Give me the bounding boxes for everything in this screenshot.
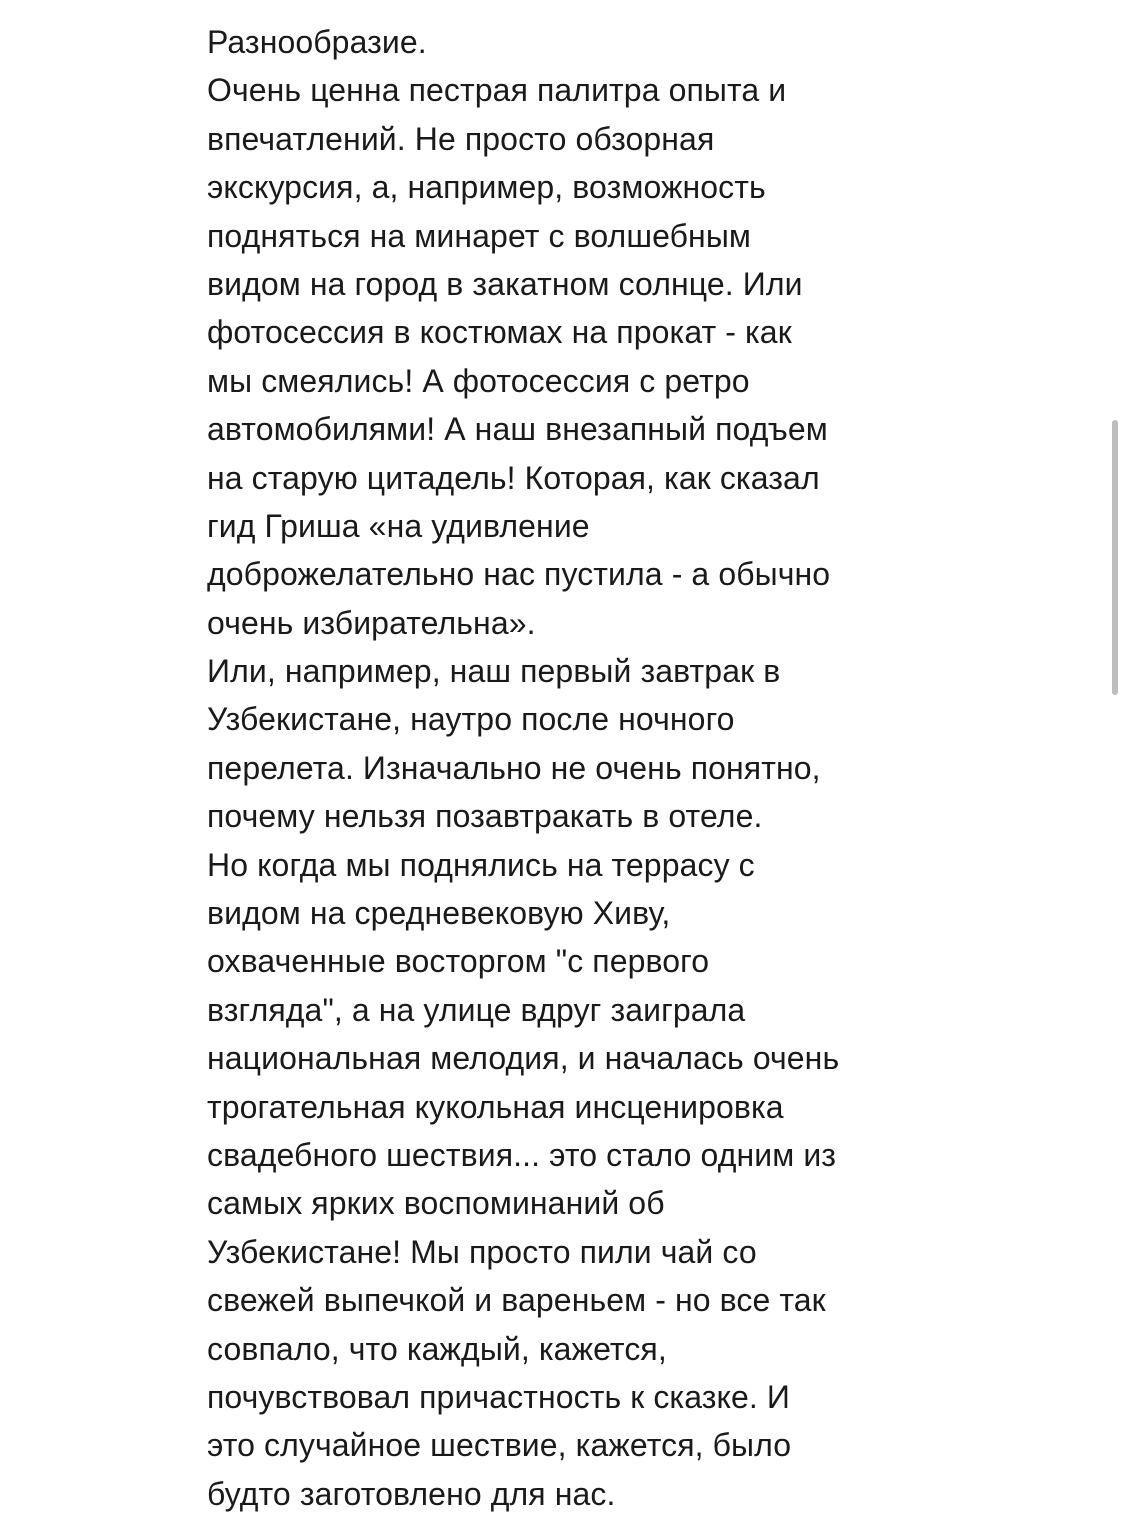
note-line: свежей выпечкой и вареньем - но все так	[207, 1282, 826, 1319]
note-line: взгляда", а на улице вдруг заиграла	[207, 991, 746, 1028]
note-line: почему нельзя позавтракать в отеле.	[207, 798, 763, 835]
note-line: Или, например, наш первый завтрак в	[207, 653, 781, 690]
note-line: самых ярких воспоминаний об	[207, 1185, 665, 1222]
note-line: охваченные восторгом "с первого	[207, 943, 710, 980]
note-line: почувствовал причастность к сказке. И	[207, 1378, 790, 1415]
note-line: видом на город в закатном солнце. Или	[207, 265, 803, 302]
note-line: перелета. Изначально не очень понятно,	[207, 749, 821, 786]
note-line: на старую цитадель! Которая, как сказал	[207, 459, 820, 496]
note-line: Узбекистане! Мы просто пили чай со	[207, 1233, 757, 1270]
note-line: Но когда мы поднялись на террасу с	[207, 846, 755, 883]
note-line: видом на средневековую Хиву,	[207, 895, 671, 932]
note-line: фотосессия в костюмах на прокат - как	[207, 314, 792, 351]
note-line: Разнообразие.	[207, 24, 427, 60]
note-text[interactable]	[207, 18, 927, 1518]
note-line: подняться на минарет с волшебным	[207, 217, 752, 254]
note-line: автомобилями! А наш внезапный подъем	[207, 411, 828, 448]
note-line: экскурсия, а, например, возможность	[207, 169, 766, 206]
note-line: гид Гриша «на удивление	[207, 507, 590, 544]
note-line: впечатлений. Не просто обзорная	[207, 120, 715, 157]
note-line: национальная мелодия, и началась очень	[207, 1040, 840, 1077]
note-line: Очень ценна пестрая палитра опыта и	[207, 72, 787, 109]
note-line: Узбекистане, наутро после ночного	[207, 701, 735, 738]
note-line: будто заготовлено для нас.	[207, 1475, 616, 1512]
note-line: трогательная кукольная инсценировка	[207, 1088, 784, 1125]
scrollbar-thumb[interactable]	[1112, 420, 1118, 695]
note-line: мы смеялись! А фотосессия с ретро	[207, 362, 750, 399]
note-line: очень избирательна».	[207, 604, 536, 641]
note-line: это случайное шествие, кажется, было	[207, 1427, 792, 1464]
note-line: свадебного шествия... это стало одним из	[207, 1136, 837, 1173]
note-line: совпало, что каждый, кажется,	[207, 1330, 667, 1367]
scrollbar[interactable]	[1108, 0, 1124, 1525]
note-line: доброжелательно нас пустила - а обычно	[207, 556, 831, 593]
